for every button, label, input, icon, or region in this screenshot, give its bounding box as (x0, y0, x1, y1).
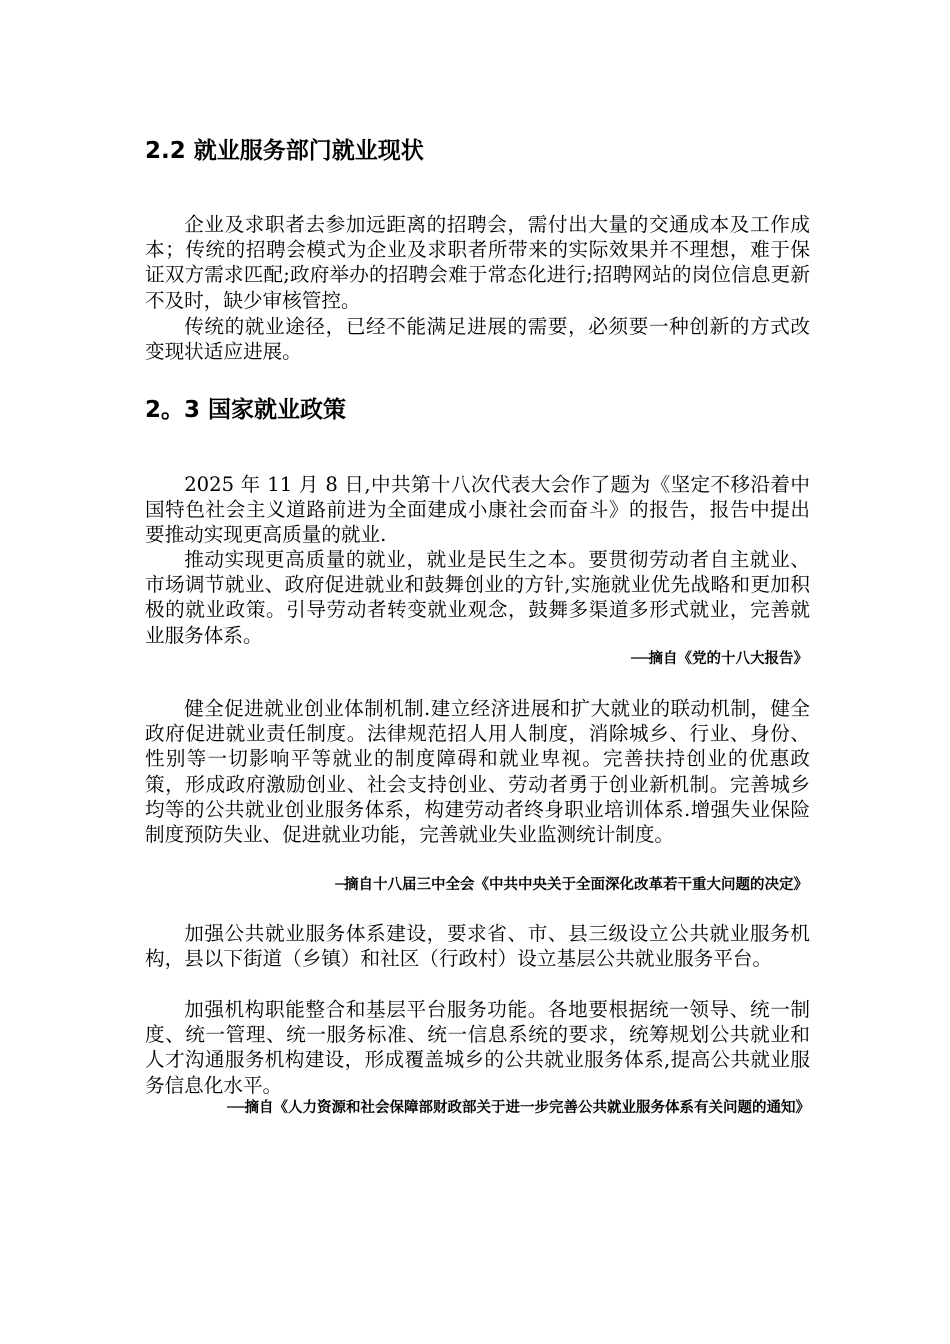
paragraph: 加强机构职能整合和基层平台服务功能。各地要根据统一领导、统一制度、统一管理、统一服务标准、统一信息系统的要求，统筹规划公共就业和人才沟通服务机构建设，形成覆盖城乡的公共就业服务体系,提高公共就业服务信息化水平。 (145, 998, 810, 1097)
paragraph: 健全促进就业创业体制机制.建立经济进展和扩大就业的联动机制，健全政府促进就业责任制度。法律规范招人用人制度，消除城乡、行业、身份、性别等一切影响平等就业的制度障碍和就业卑视。完善扶持创业的优惠政策，形成政府激励创业、社会支持创业、劳动者勇于创业新机制。完善城乡均等的公共就业创业服务体系，构建劳动者终身职业培训体系.增强失业保险制度预防失业、促进就业功能，完善就业失业监测统计制度。 (145, 697, 810, 847)
paragraph: 传统的就业途径，已经不能满足进展的需要，必须要一种创新的方式改变现状适应进展。 (145, 315, 810, 364)
citation-source: ──摘自《党的十八大报告》 (631, 651, 808, 667)
paragraph: 加强公共就业服务体系建设，要求省、市、县三级设立公共就业服务机构，县以下街道（乡镇）和社区（行政村）设立基层公共就业服务平台。 (145, 922, 810, 971)
paragraph: 推动实现更高质量的就业，就业是民生之本。要贯彻劳动者自主就业、市场调节就业、政府促进就业和鼓舞创业的方针,实施就业优先战略和更加积极的就业政策。引导劳动者转变就业观念，鼓舞多渠道多形式就业，完善就业服务体系。 (145, 548, 810, 647)
section-heading-2-3: 2。3 国家就业政策 (145, 397, 347, 423)
paragraph: 2025 年 11 月 8 日,中共第十八次代表大会作了题为《坚定不移沿着中国特色社会主义道路前进为全面建成小康社会而奋斗》的报告，报告中提出要推动实现更高质量的就业. (145, 473, 810, 547)
citation-source: ──摘自《人力资源和社会保障部财政部关于进一步完善公共就业服务体系有关问题的通知》 (227, 1100, 810, 1116)
citation-source: ─摘自十八届三中全会《中共中央关于全面深化改革若干重大问题的决定》 (335, 877, 808, 893)
section-heading-2-2: 2.2 就业服务部门就业现状 (145, 138, 424, 164)
paragraph: 企业及求职者去参加远距离的招聘会，需付出大量的交通成本及工作成本；传统的招聘会模式为企业及求职者所带来的实际效果并不理想，难于保证双方需求匹配;政府举办的招聘会难于常态化进行;招聘网站的岗位信息更新不及时，缺少审核管控。 (145, 213, 810, 312)
